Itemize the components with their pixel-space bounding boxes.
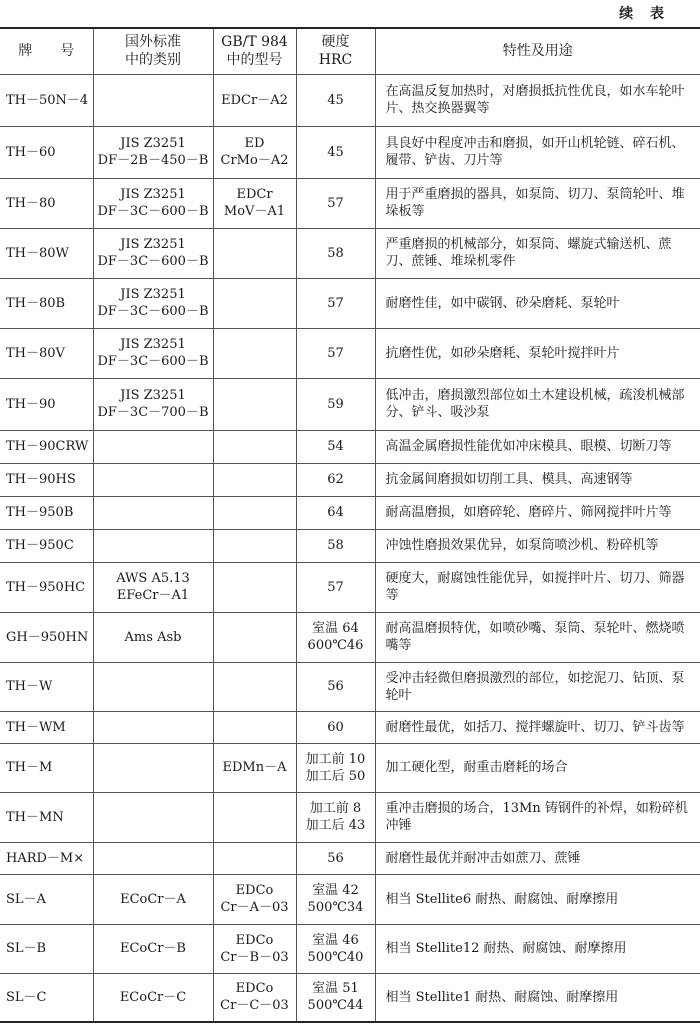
foreign-standard-cell: Ams Asb: [93, 612, 213, 662]
header-foreign-standard: 国外标准 中的类别: [93, 28, 213, 74]
foreign-standard-cell: AWS A5.13 EFeCr－A1: [93, 562, 213, 612]
hardness-cell: 57: [296, 278, 375, 328]
gbt-model-cell: [213, 278, 296, 328]
use-cell: 抗金属间磨损如切削工具、模具、高速钢等: [375, 463, 700, 496]
foreign-standard-cell: [93, 792, 213, 842]
hardness-cell: 56: [296, 662, 375, 711]
table-row: [0, 430, 700, 463]
foreign-standard-cell: ECoCr－C: [93, 973, 213, 1022]
header-row: [0, 28, 700, 74]
grade-cell: TH－90CRW: [0, 430, 93, 463]
foreign-standard-cell: ECoCr－A: [93, 874, 213, 924]
hardness-cell: 45: [296, 126, 375, 178]
gbt-model-cell: [213, 529, 296, 562]
hardness-cell: 58: [296, 529, 375, 562]
use-cell: 受冲击轻微但磨损激烈的部位，如挖泥刀、钻顶、泵轮叶: [375, 662, 700, 711]
hardness-cell: 62: [296, 463, 375, 496]
use-cell: 低冲击，磨损激烈部位如土木建设机械，疏浚机械部分、铲斗、吸沙泵: [375, 378, 700, 430]
table-row: [0, 842, 700, 874]
grade-cell: SL－B: [0, 924, 93, 973]
grade-cell: TH－80B: [0, 278, 93, 328]
use-cell: 相当 Stellite12 耐热、耐腐蚀、耐摩擦用: [375, 924, 700, 973]
grade-cell: TH－M: [0, 743, 93, 792]
hardness-cell: 59: [296, 378, 375, 430]
hardness-cell: 57: [296, 178, 375, 228]
table-row: [0, 74, 700, 126]
gbt-model-cell: [213, 328, 296, 378]
hardness-cell: 45: [296, 74, 375, 126]
gbt-model-cell: EDCr MoV－A1: [213, 178, 296, 228]
table-row: [0, 496, 700, 529]
table-row: [0, 529, 700, 562]
table-row: [0, 874, 700, 924]
table-row: [0, 924, 700, 973]
gbt-model-cell: EDCo Cr－C－03: [213, 973, 296, 1022]
use-cell: 用于严重磨损的器具，如泵筒、切刀、泵筒轮叶、堆垛板等: [375, 178, 700, 228]
foreign-standard-cell: [93, 430, 213, 463]
table-row: [0, 463, 700, 496]
gbt-model-cell: [213, 430, 296, 463]
use-cell: 耐磨性最优并耐冲击如蔗刀、蔗锤: [375, 842, 700, 874]
use-cell: 在高温反复加热时，对磨损抵抗性优良，如水车轮叶片、热交换器翼等: [375, 74, 700, 126]
gbt-model-cell: [213, 496, 296, 529]
foreign-standard-cell: JIS Z3251 DF－3C－600－B: [93, 328, 213, 378]
foreign-standard-cell: ECoCr－B: [93, 924, 213, 973]
foreign-standard-cell: [93, 662, 213, 711]
hardness-cell: 室温 51 500℃44: [296, 973, 375, 1022]
foreign-standard-cell: [93, 711, 213, 743]
gbt-model-cell: EDCo Cr－A－03: [213, 874, 296, 924]
foreign-standard-cell: JIS Z3251 DF－2B－450－B: [93, 126, 213, 178]
gbt-model-cell: [213, 662, 296, 711]
hardness-cell: 58: [296, 228, 375, 278]
gbt-model-cell: [213, 228, 296, 278]
hardness-cell: 加工前 8 加工后 43: [296, 792, 375, 842]
header-use: 特性及用途: [375, 28, 700, 74]
table-row: [0, 792, 700, 842]
grade-cell: TH－MN: [0, 792, 93, 842]
electrode-spec-table: [0, 27, 700, 1023]
grade-cell: TH－50N－4: [0, 74, 93, 126]
grade-cell: TH－WM: [0, 711, 93, 743]
grade-cell: TH－60: [0, 126, 93, 178]
header-gbt-model: GB/T 984 中的型号: [213, 28, 296, 74]
use-cell: 耐高温磨损特优，如喷砂嘴、泵筒、泵轮叶、燃烧喷嘴等: [375, 612, 700, 662]
hardness-cell: 室温 46 500℃40: [296, 924, 375, 973]
gbt-model-cell: [213, 562, 296, 612]
use-cell: 重冲击磨损的场合，13Mn 铸钢件的补焊，如粉碎机冲锤: [375, 792, 700, 842]
gbt-model-cell: EDCr－A2: [213, 74, 296, 126]
use-cell: 耐磨性最优，如括刀、搅拌螺旋叶、切刀、铲斗齿等: [375, 711, 700, 743]
table-row: [0, 612, 700, 662]
grade-cell: TH－80: [0, 178, 93, 228]
continued-label: 续 表: [619, 6, 670, 22]
use-cell: 具良好中程度冲击和磨损，如开山机轮链、碎石机、履带、铲齿、刀片等: [375, 126, 700, 178]
table-row: [0, 178, 700, 228]
table-row: [0, 378, 700, 430]
table-row: [0, 126, 700, 178]
table-row: [0, 662, 700, 711]
foreign-standard-cell: [93, 529, 213, 562]
use-cell: 耐高温磨损，如磨碎轮、磨碎片、筛网搅拌叶片等: [375, 496, 700, 529]
use-cell: 相当 Stellite6 耐热、耐腐蚀、耐摩擦用: [375, 874, 700, 924]
table-row: [0, 278, 700, 328]
gbt-model-cell: [213, 842, 296, 874]
table-row: [0, 328, 700, 378]
table-row: [0, 228, 700, 278]
table-row: [0, 711, 700, 743]
use-cell: 硬度大，耐腐蚀性能优异，如搅拌叶片、切刀、筛器等: [375, 562, 700, 612]
grade-cell: TH－80W: [0, 228, 93, 278]
use-cell: 严重磨损的机械部分，如泵筒、螺旋式输送机、蔗刀、蔗锤、堆垛机零件: [375, 228, 700, 278]
foreign-standard-cell: JIS Z3251 DF－3C－700－B: [93, 378, 213, 430]
hardness-cell: 57: [296, 328, 375, 378]
grade-cell: TH－80V: [0, 328, 93, 378]
table-row: [0, 562, 700, 612]
foreign-standard-cell: [93, 842, 213, 874]
foreign-standard-cell: [93, 463, 213, 496]
foreign-standard-cell: JIS Z3251 DF－3C－600－B: [93, 228, 213, 278]
grade-cell: HARD－M×: [0, 842, 93, 874]
grade-cell: TH－90HS: [0, 463, 93, 496]
grade-cell: TH－950B: [0, 496, 93, 529]
hardness-cell: 57: [296, 562, 375, 612]
grade-cell: GH－950HN: [0, 612, 93, 662]
table-row: [0, 743, 700, 792]
hardness-cell: 56: [296, 842, 375, 874]
foreign-standard-cell: [93, 74, 213, 126]
grade-cell: SL－C: [0, 973, 93, 1022]
gbt-model-cell: [213, 463, 296, 496]
foreign-standard-cell: [93, 743, 213, 792]
grade-cell: TH－90: [0, 378, 93, 430]
foreign-standard-cell: JIS Z3251 DF－3C－600－B: [93, 278, 213, 328]
hardness-cell: 64: [296, 496, 375, 529]
use-cell: 耐磨性佳，如中碳钢、砂朵磨耗、泵轮叶: [375, 278, 700, 328]
use-cell: 相当 Stellite1 耐热、耐腐蚀、耐摩擦用: [375, 973, 700, 1022]
foreign-standard-cell: JIS Z3251 DF－3C－600－B: [93, 178, 213, 228]
hardness-cell: 加工前 10 加工后 50: [296, 743, 375, 792]
gbt-model-cell: [213, 711, 296, 743]
gbt-model-cell: EDMn－A: [213, 743, 296, 792]
grade-cell: TH－950HC: [0, 562, 93, 612]
header-hardness: 硬度 HRC: [296, 28, 375, 74]
use-cell: 抗磨性优，如砂朵磨耗、泵轮叶搅拌叶片: [375, 328, 700, 378]
gbt-model-cell: EDCo Cr－B－03: [213, 924, 296, 973]
use-cell: 高温金属磨损性能优如冲床模具、眼模、切断刀等: [375, 430, 700, 463]
hardness-cell: 室温 64 600℃46: [296, 612, 375, 662]
foreign-standard-cell: [93, 496, 213, 529]
use-cell: 加工硬化型，耐重击磨耗的场合: [375, 743, 700, 792]
hardness-cell: 室温 42 500℃34: [296, 874, 375, 924]
use-cell: 冲蚀性磨损效果优异，如泵筒喷沙机、粉碎机等: [375, 529, 700, 562]
gbt-model-cell: ED CrMo－A2: [213, 126, 296, 178]
hardness-cell: 54: [296, 430, 375, 463]
hardness-cell: 60: [296, 711, 375, 743]
gbt-model-cell: [213, 612, 296, 662]
gbt-model-cell: [213, 378, 296, 430]
grade-cell: TH－950C: [0, 529, 93, 562]
gbt-model-cell: [213, 792, 296, 842]
table-row: [0, 973, 700, 1022]
grade-cell: SL－A: [0, 874, 93, 924]
header-grade: 牌 号: [0, 28, 93, 74]
grade-cell: TH－W: [0, 662, 93, 711]
